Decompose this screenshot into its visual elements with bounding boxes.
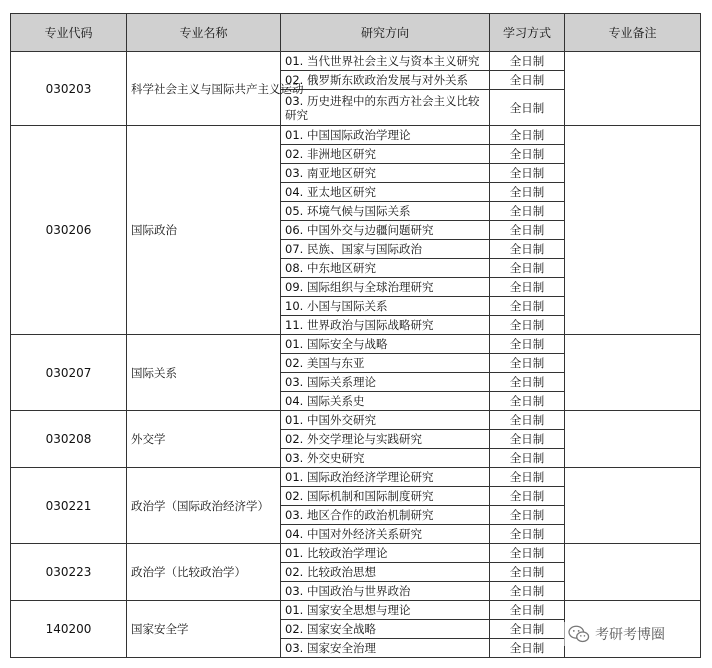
table-row: [11, 601, 701, 620]
study-mode: 全日制: [490, 354, 565, 373]
study-mode: 全日制: [490, 430, 565, 449]
research-direction: 07. 民族、国家与国际政治: [281, 240, 490, 259]
research-direction: 10. 小国与国际关系: [281, 297, 490, 316]
major-name: 科学社会主义与国际共产主义运动: [127, 52, 281, 126]
major-note: [565, 468, 701, 544]
study-mode: 全日制: [490, 240, 565, 259]
research-direction: 01. 中国国际政治学理论: [281, 126, 490, 145]
study-mode: 全日制: [490, 145, 565, 164]
study-mode: 全日制: [490, 487, 565, 506]
study-mode: 全日制: [490, 297, 565, 316]
study-mode: 全日制: [490, 506, 565, 525]
table-row: [11, 52, 701, 71]
study-mode: 全日制: [490, 71, 565, 90]
research-direction: 01. 国家安全思想与理论: [281, 601, 490, 620]
major-name: 政治学（比较政治学）: [127, 544, 281, 601]
program-table: [10, 13, 701, 658]
study-mode: 全日制: [490, 52, 565, 71]
major-code: 140200: [11, 601, 127, 658]
study-mode: 全日制: [490, 563, 565, 582]
study-mode: 全日制: [490, 221, 565, 240]
table-row: [11, 335, 701, 354]
watermark-text: 考研考博圈: [595, 627, 665, 643]
study-mode: 全日制: [490, 525, 565, 544]
watermark: [564, 622, 669, 646]
major-code: 030206: [11, 126, 127, 335]
study-mode: 全日制: [490, 449, 565, 468]
research-direction: 01. 当代世界社会主义与资本主义研究: [281, 52, 490, 71]
research-direction: 03. 历史进程中的东西方社会主义比较研究: [281, 90, 490, 126]
research-direction: 06. 中国外交与边疆问题研究: [281, 221, 490, 240]
table-row: [11, 544, 701, 563]
research-direction: 03. 地区合作的政治机制研究: [281, 506, 490, 525]
study-mode: 全日制: [490, 468, 565, 487]
research-direction: 02. 比较政治思想: [281, 563, 490, 582]
study-mode: 全日制: [490, 582, 565, 601]
study-mode: 全日制: [490, 601, 565, 620]
research-direction: 03. 国家安全治理: [281, 639, 490, 658]
research-direction: 03. 中国政治与世界政治: [281, 582, 490, 601]
research-direction: 04. 国际关系史: [281, 392, 490, 411]
major-note: [565, 544, 701, 601]
research-direction: 02. 国家安全战略: [281, 620, 490, 639]
study-mode: 全日制: [490, 373, 565, 392]
header-mode: 学习方式: [490, 14, 565, 52]
major-name: 国际关系: [127, 335, 281, 411]
study-mode: 全日制: [490, 411, 565, 430]
study-mode: 全日制: [490, 639, 565, 658]
header-name: 专业名称: [127, 14, 281, 52]
study-mode: 全日制: [490, 259, 565, 278]
major-code: 030221: [11, 468, 127, 544]
research-direction: 02. 国际机制和国际制度研究: [281, 487, 490, 506]
research-direction: 04. 中国对外经济关系研究: [281, 525, 490, 544]
study-mode: 全日制: [490, 202, 565, 221]
major-name: 政治学（国际政治经济学）: [127, 468, 281, 544]
table-row: [11, 126, 701, 145]
study-mode: 全日制: [490, 126, 565, 145]
research-direction: 01. 比较政治学理论: [281, 544, 490, 563]
research-direction: 01. 国际政治经济学理论研究: [281, 468, 490, 487]
research-direction: 08. 中东地区研究: [281, 259, 490, 278]
table-header-row: [11, 14, 701, 52]
study-mode: 全日制: [490, 335, 565, 354]
research-direction: 03. 外交史研究: [281, 449, 490, 468]
study-mode: 全日制: [490, 316, 565, 335]
header-direction: 研究方向: [281, 14, 490, 52]
research-direction: 03. 国际关系理论: [281, 373, 490, 392]
major-code: 030203: [11, 52, 127, 126]
major-code: 030223: [11, 544, 127, 601]
table-row: [11, 468, 701, 487]
research-direction: 02. 非洲地区研究: [281, 145, 490, 164]
major-name: 国际政治: [127, 126, 281, 335]
major-note: [565, 126, 701, 335]
study-mode: 全日制: [490, 183, 565, 202]
study-mode: 全日制: [490, 620, 565, 639]
research-direction: 11. 世界政治与国际战略研究: [281, 316, 490, 335]
research-direction: 09. 国际组织与全球治理研究: [281, 278, 490, 297]
major-name: 外交学: [127, 411, 281, 468]
research-direction: 02. 美国与东亚: [281, 354, 490, 373]
research-direction: 02. 外交学理论与实践研究: [281, 430, 490, 449]
major-code: 030208: [11, 411, 127, 468]
research-direction: 02. 俄罗斯东欧政治发展与对外关系: [281, 71, 490, 90]
major-note: [565, 411, 701, 468]
study-mode: 全日制: [490, 544, 565, 563]
research-direction: 01. 中国外交研究: [281, 411, 490, 430]
header-code: 专业代码: [11, 14, 127, 52]
research-direction: 05. 环境气候与国际关系: [281, 202, 490, 221]
study-mode: 全日制: [490, 392, 565, 411]
major-note: [565, 335, 701, 411]
table-row: [11, 411, 701, 430]
major-note: [565, 52, 701, 126]
header-note: 专业备注: [565, 14, 701, 52]
research-direction: 03. 南亚地区研究: [281, 164, 490, 183]
major-name: 国家安全学: [127, 601, 281, 658]
major-code: 030207: [11, 335, 127, 411]
study-mode: 全日制: [490, 164, 565, 183]
research-direction: 04. 亚太地区研究: [281, 183, 490, 202]
study-mode: 全日制: [490, 90, 565, 126]
research-direction: 01. 国际安全与战略: [281, 335, 490, 354]
study-mode: 全日制: [490, 278, 565, 297]
wechat-icon: [568, 624, 590, 644]
